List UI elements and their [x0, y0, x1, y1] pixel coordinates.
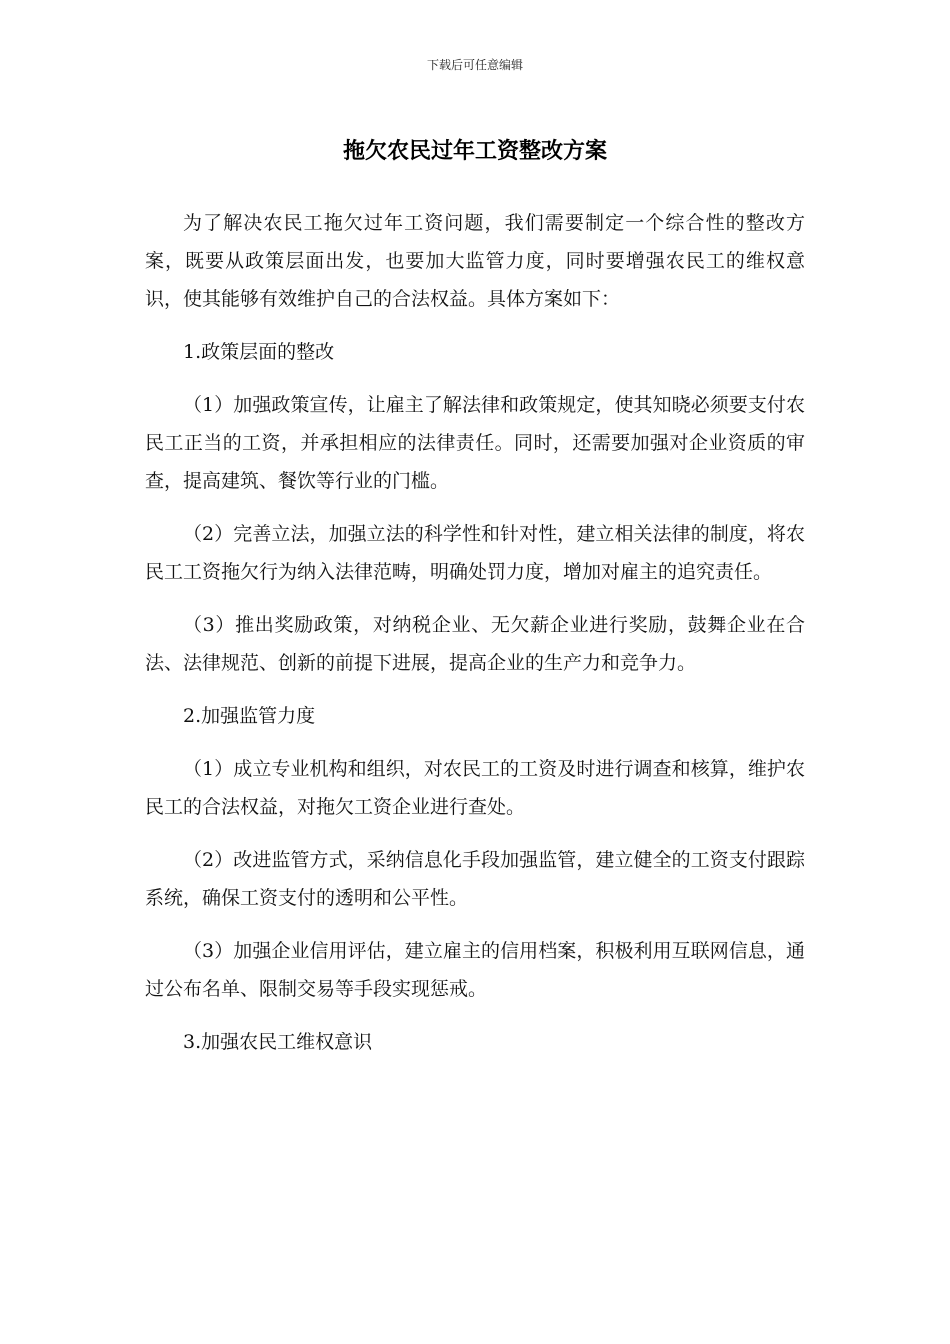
intro-paragraph: 为了解决农民工拖欠过年工资问题，我们需要制定一个综合性的整改方案，既要从政策层面出发，也要加大监管力度，同时要增强农民工的维权意识，使其能够有效维护自己的合法权益。具体方案如下： [145, 212, 805, 310]
section-heading-supervision: 2.加强监管力度 [183, 705, 316, 727]
policy-item-2: （2）完善立法，加强立法的科学性和针对性，建立相关法律的制度，将农民工工资拖欠行为纳入法律范畴，明确处罚力度，增加对雇主的追究责任。 [145, 523, 805, 583]
section-heading-awareness: 3.加强农民工维权意识 [183, 1031, 373, 1053]
section-heading-policy: 1.政策层面的整改 [183, 341, 335, 363]
supervision-item-3: （3）加强企业信用评估，建立雇主的信用档案，积极利用互联网信息，通过公布名单、限制交易等手段实现惩戒。 [145, 940, 805, 1000]
document-body [145, 204, 805, 1076]
policy-item-3: （3）推出奖励政策，对纳税企业、无欠薪企业进行奖励，鼓舞企业在合法、法律规范、创新的前提下进展，提高企业的生产力和竞争力。 [145, 614, 805, 674]
header-note: 下载后可任意编辑 [426, 58, 523, 72]
supervision-item-1: （1）成立专业机构和组织，对农民工的工资及时进行调查和核算，维护农民工的合法权益，对拖欠工资企业进行查处。 [145, 758, 805, 818]
document-title: 拖欠农民过年工资整改方案 [342, 139, 607, 164]
policy-item-1: （1）加强政策宣传，让雇主了解法律和政策规定，使其知晓必须要支付农民工正当的工资，并承担相应的法律责任。同时，还需要加强对企业资质的审查，提高建筑、餐饮等行业的门槛。 [145, 394, 805, 492]
supervision-item-2: （2）改进监管方式，采纳信息化手段加强监管，建立健全的工资支付跟踪系统，确保工资支付的透明和公平性。 [145, 849, 805, 909]
